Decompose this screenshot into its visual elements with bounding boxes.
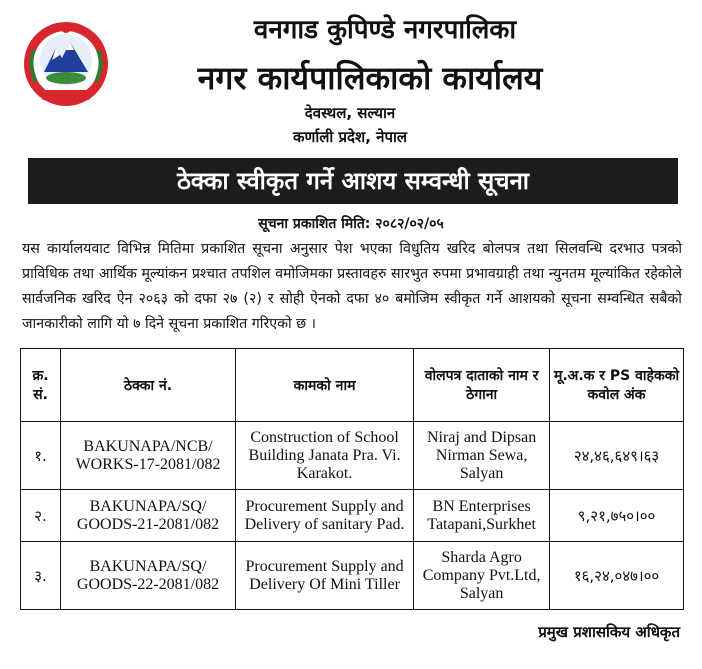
row-work-name: Procurement Supply and Delivery Of Mini Tiller (235, 542, 413, 610)
published-date: सूचना प्रकाशित मिति: २०८२/०२/०५ (258, 216, 444, 232)
tender-table (20, 348, 684, 610)
municipality-name: वनगाड कुपिण्डे नगरपालिका (253, 15, 517, 45)
nepal-government-emblem-icon (22, 20, 110, 108)
letterhead (0, 0, 702, 150)
address-line-1: देवस्थल, सल्यान (304, 104, 396, 122)
row-bidder: Sharda Agro Company Pvt.Ltd, Salyan (414, 542, 550, 610)
table-row (21, 542, 684, 610)
row-work-name: Construction of School Building Janata Pra. Vi. Karakot. (235, 422, 413, 490)
row-amount: ९,२१,७५०।०० (550, 490, 684, 542)
row-contract-no: BAKUNAPA/SQ/ GOODS-21-2081/082 (61, 490, 236, 542)
header-work-name: कामको नाम (235, 349, 413, 422)
row-bidder: Niraj and Dipsan Nirman Sewa, Salyan (414, 422, 550, 490)
row-serial: २. (21, 490, 61, 542)
table-row (21, 422, 684, 490)
row-contract-no: BAKUNAPA/NCB/ WORKS-17-2081/082 (61, 422, 236, 490)
row-serial: ३. (21, 542, 61, 610)
table-row (21, 490, 684, 542)
row-amount: १६,२४,०४७।०० (550, 542, 684, 610)
header-serial: क्र. सं. (21, 349, 61, 422)
row-work-name: Procurement Supply and Delivery of sanitary Pad. (235, 490, 413, 542)
table-header-row (21, 349, 684, 422)
signatory-title: प्रमुख प्रशासकिय अधिकृत (538, 623, 680, 641)
header-bidder: वोलपत्र दाताको नाम र ठेगाना (414, 349, 550, 422)
notice-body: यस कार्यालयवाट विभिन्न मितिमा प्रकाशित सूचना अनुसार पेश भएका विधुतिय खरिद बोलपत्र तथा सिलवन्धि दरभाउ पत्रको प्राविधिक तथा आर्थिक मूल्यांकन प्रश्चात तपशिल वमोजिमका प्रस्तावहरु सारभुत रुपमा प्रभावग्राही तथा न्युनतम मूल्यांकित रहेकोले सार्वजनिक खरिद ऐन २०६३ को दफा २७ (२) र सोही ऐनको दफा ४० बमोजिम स्वीकृत गर्ने आशयको सूचना सम्वन्धित सबैको जानकारीको लागि यो ७ दिने सूचना प्रकाशित गरिएको छ । (22, 241, 682, 332)
header-contract-no: ठेक्का नं. (61, 349, 236, 422)
header-amount: मू.अ.क र PS वाहेकको कवोल अंक (550, 349, 684, 422)
address-line-2: कर्णाली प्रदेश, नेपाल (292, 128, 408, 146)
row-contract-no: BAKUNAPA/SQ/ GOODS-22-2081/082 (61, 542, 236, 610)
row-serial: १. (21, 422, 61, 490)
row-amount: २४,४६,६४९।६३ (550, 422, 684, 490)
notice-title-banner: ठेक्का स्वीकृत गर्ने आशय सम्वन्धी सूचना (28, 158, 678, 204)
row-bidder: BN Enterprises Tatapani,Surkhet (414, 490, 550, 542)
office-name: नगर कार्यपालिकाको कार्यालय (197, 59, 543, 97)
